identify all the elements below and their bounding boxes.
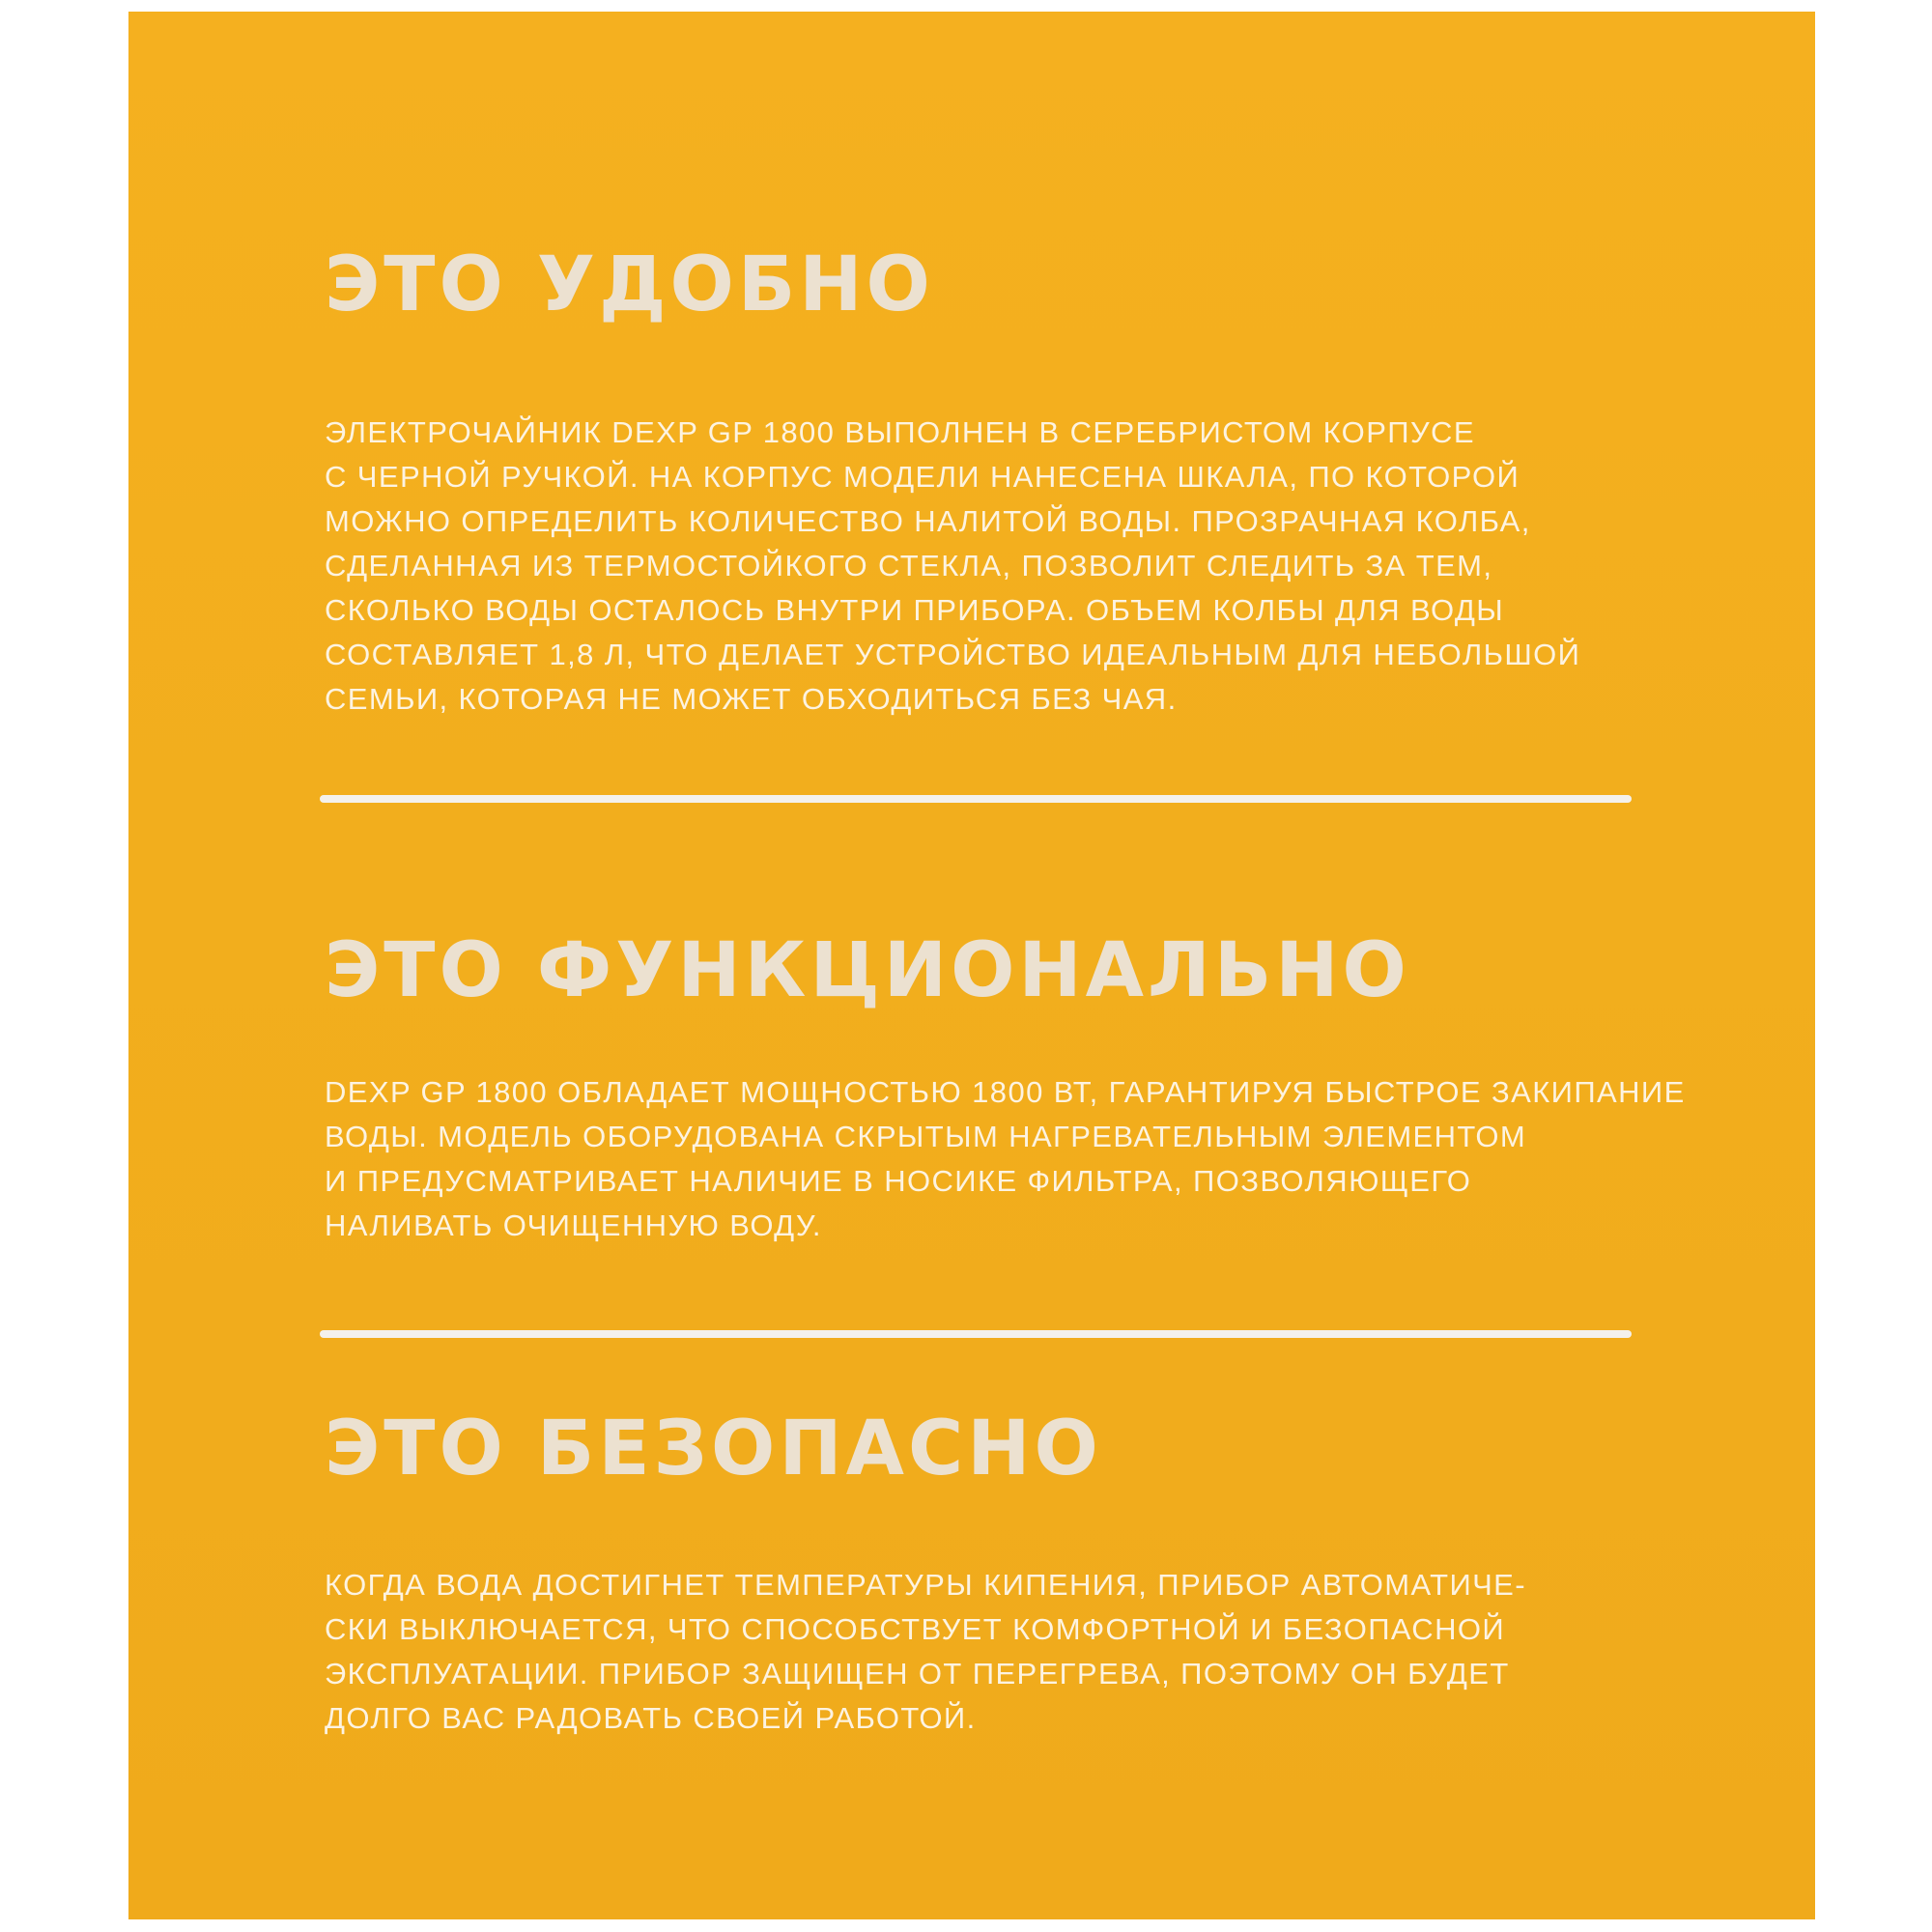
text-line: СЕМЬИ, КОТОРАЯ НЕ МОЖЕТ ОБХОДИТЬСЯ БЕЗ ЧАЯ. <box>325 682 1178 716</box>
section-divider <box>320 1330 1632 1338</box>
section-functional <box>325 924 1686 1248</box>
text-line: ДОЛГО ВАС РАДОВАТЬ СВОЕЙ РАБОТОЙ. <box>325 1701 977 1735</box>
text-line: ЭЛЕКТРОЧАЙНИК DEXP GP 1800 ВЫПОЛНЕН В СЕРЕБРИСТОМ КОРПУСЕ <box>325 415 1475 449</box>
text-line: DEXP GP 1800 ОБЛАДАЕТ МОЩНОСТЬЮ 1800 ВТ, ГАРАНТИРУЯ БЫСТРОЕ ЗАКИПАНИЕ <box>325 1075 1686 1109</box>
section-body <box>325 1070 1686 1248</box>
text-line: СДЕЛАННАЯ ИЗ ТЕРМОСТОЙКОГО СТЕКЛА, ПОЗВОЛИТ СЛЕДИТЬ ЗА ТЕМ, <box>325 549 1493 582</box>
packaging-panel <box>128 12 1815 1919</box>
text-line: СКИ ВЫКЛЮЧАЕТСЯ, ЧТО СПОСОБСТВУЕТ КОМФОРТНОЙ И БЕЗОПАСНОЙ <box>325 1612 1506 1646</box>
section-divider <box>320 795 1632 803</box>
section-body <box>325 411 1667 722</box>
text-line: ЭКСПЛУАТАЦИИ. ПРИБОР ЗАЩИЩЕН ОТ ПЕРЕГРЕВА, ПОЭТОМУ ОН БУДЕТ <box>325 1657 1510 1690</box>
section-safe <box>325 1403 1667 1741</box>
text-line: КОГДА ВОДА ДОСТИГНЕТ ТЕМПЕРАТУРЫ КИПЕНИЯ, ПРИБОР АВТОМАТИЧЕ- <box>325 1568 1526 1602</box>
text-line: С ЧЕРНОЙ РУЧКОЙ. НА КОРПУС МОДЕЛИ НАНЕСЕНА ШКАЛА, ПО КОТОРОЙ <box>325 460 1520 494</box>
section-heading: ЭТО ФУНКЦИОНАЛЬНО <box>325 927 1410 1014</box>
text-line: И ПРЕДУСМАТРИВАЕТ НАЛИЧИЕ В НОСИКЕ ФИЛЬТРА, ПОЗВОЛЯЮЩЕГО <box>325 1164 1472 1198</box>
section-body <box>325 1563 1667 1741</box>
section-convenient <box>325 239 1667 722</box>
text-line: НАЛИВАТЬ ОЧИЩЕННУЮ ВОДУ. <box>325 1208 822 1242</box>
text-line: СОСТАВЛЯЕТ 1,8 Л, ЧТО ДЕЛАЕТ УСТРОЙСТВО ИДЕАЛЬНЫМ ДЛЯ НЕБОЛЬШОЙ <box>325 638 1581 671</box>
text-line: ВОДЫ. МОДЕЛЬ ОБОРУДОВАНА СКРЫТЫМ НАГРЕВАТЕЛЬНЫМ ЭЛЕМЕНТОМ <box>325 1120 1527 1153</box>
section-heading: ЭТО БЕЗОПАСНО <box>325 1406 1102 1492</box>
section-heading: ЭТО УДОБНО <box>325 242 934 328</box>
text-line: СКОЛЬКО ВОДЫ ОСТАЛОСЬ ВНУТРИ ПРИБОРА. ОБЪЕМ КОЛБЫ ДЛЯ ВОДЫ <box>325 593 1505 627</box>
text-line: МОЖНО ОПРЕДЕЛИТЬ КОЛИЧЕСТВО НАЛИТОЙ ВОДЫ. ПРОЗРАЧНАЯ КОЛБА, <box>325 504 1531 538</box>
